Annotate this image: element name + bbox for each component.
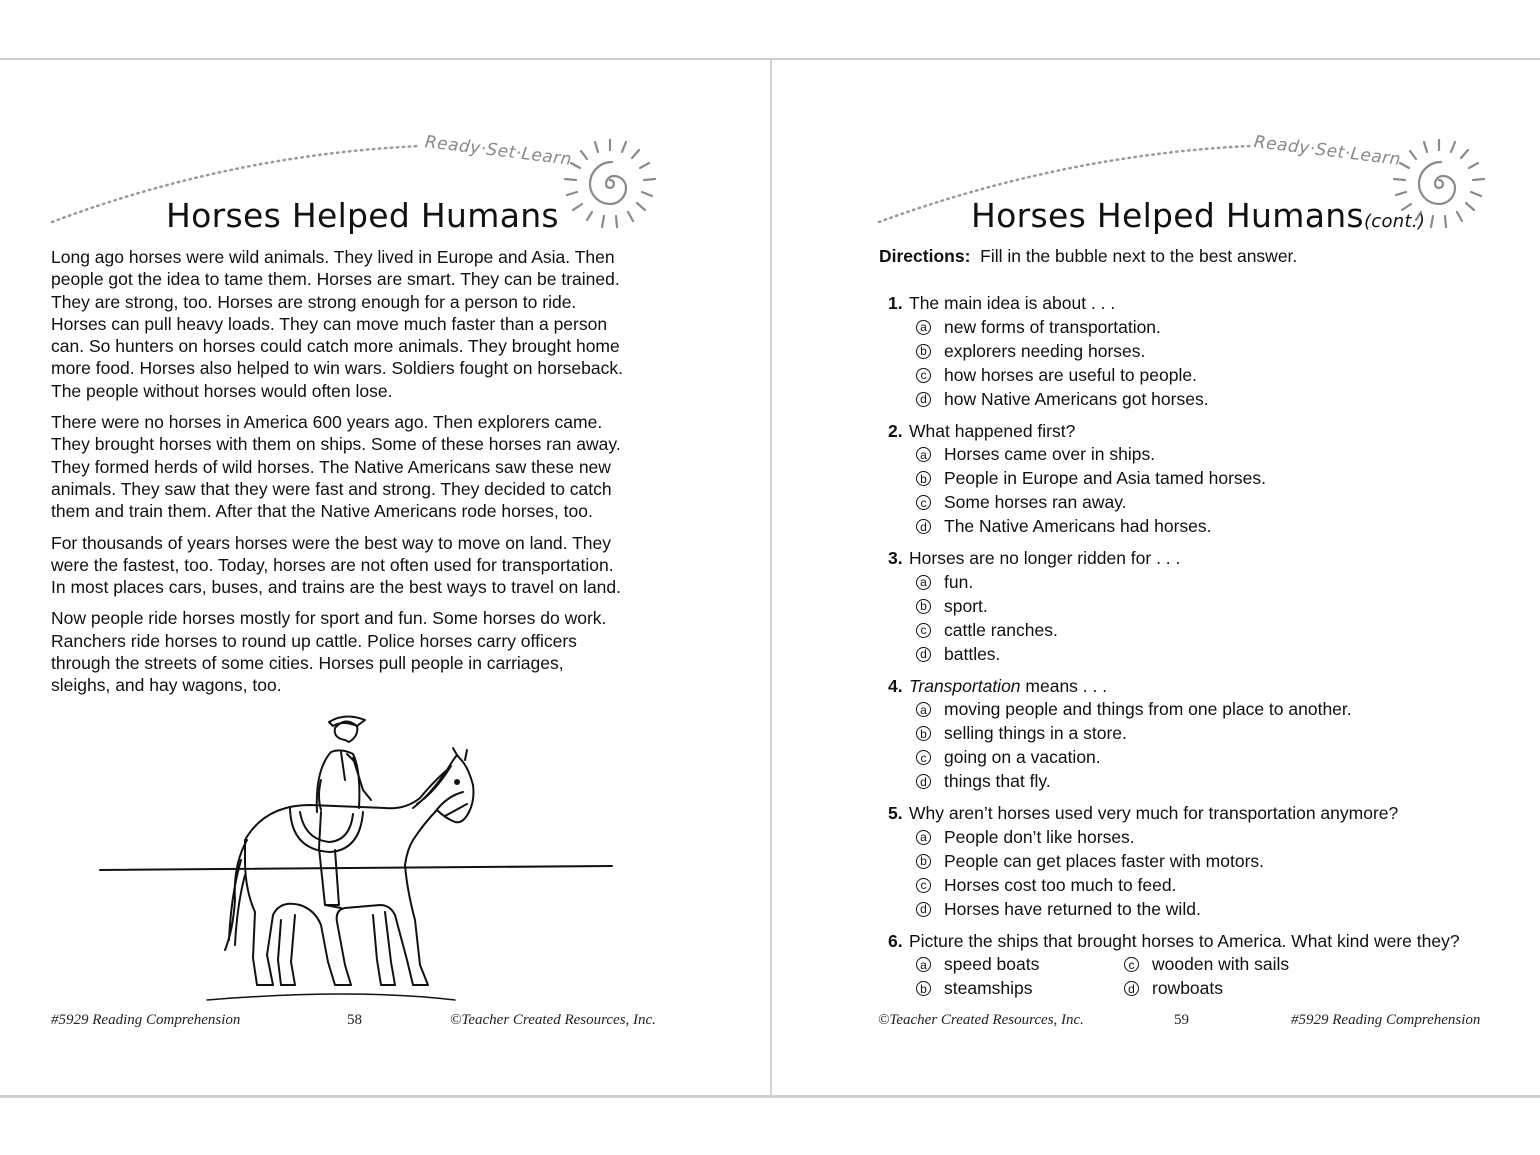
option-text: People can get places faster with motors. bbox=[944, 850, 1265, 871]
text-line: sleighs, and hay wagons, too. bbox=[51, 675, 282, 696]
answer-option[interactable] bbox=[916, 722, 1528, 746]
option-text: battles. bbox=[944, 643, 1001, 664]
option-text: things that fly. bbox=[944, 771, 1051, 791]
answer-option[interactable] bbox=[916, 873, 1528, 897]
answer-bubble[interactable]: c bbox=[916, 495, 931, 510]
footer-publisher: ©Teacher Created Resources, Inc. bbox=[450, 1012, 656, 1028]
question-list bbox=[888, 291, 1528, 1008]
question-number: 6. bbox=[888, 930, 903, 951]
answer-option[interactable] bbox=[916, 515, 1528, 539]
answer-bubble[interactable]: c bbox=[916, 623, 931, 638]
paragraph bbox=[51, 607, 671, 696]
question-2 bbox=[888, 419, 1528, 539]
answer-bubble[interactable]: a bbox=[916, 957, 931, 972]
answer-option-grid bbox=[916, 953, 1528, 1001]
directions-label: Directions: bbox=[879, 246, 971, 266]
answer-bubble[interactable]: c bbox=[1124, 957, 1139, 972]
text-line: There were no horses in America 600 years ago. Then explorers came. bbox=[51, 412, 603, 433]
answer-option[interactable] bbox=[916, 570, 1528, 594]
answer-option[interactable] bbox=[916, 618, 1528, 642]
answer-bubble[interactable]: d bbox=[916, 519, 931, 534]
answer-bubble[interactable]: d bbox=[1124, 981, 1139, 996]
answer-bubble[interactable]: d bbox=[916, 647, 931, 662]
text-line: them and train them. After that the Native Americans rode horses, too. bbox=[51, 501, 593, 522]
option-text: sport. bbox=[944, 595, 988, 616]
brand-logo-text: Ready·Set·Learn bbox=[423, 132, 573, 170]
answer-option[interactable] bbox=[916, 594, 1528, 618]
answer-bubble[interactable]: b bbox=[916, 981, 931, 996]
option-text: People in Europe and Asia tamed horses. bbox=[944, 468, 1267, 488]
text-line: Ranchers ride horses to round up cattle. Police horses carry officers bbox=[51, 630, 577, 651]
answer-bubble[interactable]: c bbox=[916, 368, 931, 383]
paragraph bbox=[51, 411, 671, 522]
answer-option[interactable] bbox=[916, 642, 1528, 666]
option-text: new forms of transportation. bbox=[944, 316, 1161, 337]
text-line: They formed herds of wild horses. The Native Americans saw these new bbox=[51, 456, 611, 477]
question-1 bbox=[888, 291, 1528, 411]
text-line: They are strong, too. Horses are strong enough for a person to ride. bbox=[51, 291, 577, 312]
text-line: animals. They saw that they were fast and strong. They decided to catch bbox=[51, 478, 612, 499]
answer-option[interactable] bbox=[916, 698, 1528, 722]
answer-bubble[interactable]: b bbox=[916, 854, 931, 869]
police-horse-illustration bbox=[95, 700, 625, 1005]
answer-bubble[interactable]: c bbox=[916, 878, 931, 893]
answer-option[interactable] bbox=[916, 897, 1528, 921]
footer-book-title: #5929 Reading Comprehension bbox=[1291, 1012, 1481, 1028]
text-line: can. So hunters on horses could catch more animals. They brought home bbox=[51, 336, 620, 357]
question-number: 1. bbox=[888, 293, 903, 313]
answer-option[interactable] bbox=[916, 491, 1528, 515]
option-text: steamships bbox=[944, 978, 1033, 998]
question-stem: means . . . bbox=[1020, 675, 1108, 696]
question-number: 2. bbox=[888, 420, 903, 441]
option-text: how horses are useful to people. bbox=[944, 364, 1197, 385]
answer-bubble[interactable]: b bbox=[916, 344, 931, 359]
option-text: Horses came over in ships. bbox=[944, 444, 1156, 464]
option-text: Some horses ran away. bbox=[944, 492, 1127, 512]
answer-option[interactable] bbox=[1124, 953, 1424, 977]
reading-passage bbox=[51, 246, 671, 706]
question-number: 5. bbox=[888, 803, 903, 823]
answer-option[interactable] bbox=[916, 467, 1528, 491]
answer-option[interactable] bbox=[916, 770, 1528, 794]
answer-option[interactable] bbox=[916, 953, 1124, 977]
answer-option[interactable] bbox=[916, 387, 1528, 411]
answer-bubble[interactable]: b bbox=[916, 599, 931, 614]
page-number: 58 bbox=[347, 1012, 362, 1028]
answer-option[interactable] bbox=[916, 746, 1528, 770]
footer-book-title: #5929 Reading Comprehension bbox=[51, 1012, 241, 1028]
text-line: They brought horses with them on ships. Some of these horses ran away. bbox=[51, 434, 621, 455]
answer-bubble[interactable]: a bbox=[916, 447, 931, 462]
answer-option[interactable] bbox=[916, 977, 1124, 1001]
footer-publisher: ©Teacher Created Resources, Inc. bbox=[878, 1012, 1084, 1028]
option-text: cattle ranches. bbox=[944, 619, 1058, 640]
option-text: Horses cost too much to feed. bbox=[944, 874, 1177, 895]
question-stem: Why aren’t horses used very much for transportation anymore? bbox=[909, 803, 1399, 823]
right-page bbox=[772, 60, 1540, 1095]
answer-option[interactable] bbox=[1124, 977, 1424, 1001]
question-number: 3. bbox=[888, 548, 903, 568]
question-6 bbox=[888, 929, 1528, 1001]
answer-bubble[interactable]: d bbox=[916, 774, 931, 789]
paragraph bbox=[51, 532, 671, 599]
directions-text: Fill in the bubble next to the best answer. bbox=[980, 246, 1298, 266]
answer-bubble[interactable]: c bbox=[916, 750, 931, 765]
text-line: were the fastest, too. Today, horses are not often used for transportation. bbox=[51, 554, 614, 575]
text-line: more food. Horses also helped to win wars. Soldiers fought on horseback. bbox=[51, 358, 623, 379]
title-continued: (cont.) bbox=[1363, 211, 1426, 232]
option-text: going on a vacation. bbox=[944, 747, 1101, 767]
directions bbox=[879, 246, 1297, 267]
question-5 bbox=[888, 801, 1528, 921]
page-number: 59 bbox=[1174, 1012, 1189, 1028]
answer-bubble[interactable]: b bbox=[916, 726, 931, 741]
option-text: rowboats bbox=[1152, 978, 1224, 998]
bottom-border bbox=[0, 1095, 1540, 1098]
question-4 bbox=[888, 674, 1528, 794]
answer-option[interactable] bbox=[916, 825, 1528, 849]
option-text: selling things in a store. bbox=[944, 723, 1127, 743]
page-title bbox=[971, 196, 1425, 235]
option-text: explorers needing horses. bbox=[944, 340, 1146, 361]
text-line: In most places cars, buses, and trains are the best ways to travel on land. bbox=[51, 577, 622, 598]
answer-bubble[interactable]: b bbox=[916, 471, 931, 486]
paragraph bbox=[51, 246, 671, 402]
title-text: Horses Helped Humans bbox=[971, 196, 1364, 235]
swirl-sun-icon bbox=[560, 134, 660, 234]
option-text: how Native Americans got horses. bbox=[944, 388, 1209, 409]
answer-option[interactable] bbox=[916, 315, 1528, 339]
text-line: The people without horses would often lose. bbox=[51, 380, 393, 401]
answer-option[interactable] bbox=[916, 363, 1528, 387]
brand-logo-text: Ready·Set·Learn bbox=[1252, 132, 1402, 170]
answer-bubble[interactable]: d bbox=[916, 392, 931, 407]
question-stem: What happened first? bbox=[909, 420, 1076, 441]
text-line: Horses can pull heavy loads. They can move much faster than a person bbox=[51, 313, 608, 334]
question-number: 4. bbox=[888, 675, 903, 696]
option-text: fun. bbox=[944, 571, 974, 592]
text-line: Now people ride horses mostly for sport and fun. Some horses do work. bbox=[51, 608, 607, 629]
question-stem-term: Transportation bbox=[909, 675, 1021, 696]
answer-bubble[interactable]: a bbox=[916, 575, 931, 590]
option-text: speed boats bbox=[944, 954, 1040, 974]
answer-option[interactable] bbox=[916, 443, 1528, 467]
answer-bubble[interactable]: d bbox=[916, 902, 931, 917]
option-text: Horses have returned to the wild. bbox=[944, 898, 1201, 919]
answer-option[interactable] bbox=[916, 849, 1528, 873]
question-stem: Picture the ships that brought horses to America. What kind were they? bbox=[909, 930, 1460, 951]
question-3 bbox=[888, 546, 1528, 666]
left-page bbox=[0, 60, 770, 1095]
answer-option[interactable] bbox=[916, 339, 1528, 363]
text-line: people got the idea to tame them. Horses are smart. They can be trained. bbox=[51, 269, 620, 290]
option-text: wooden with sails bbox=[1152, 954, 1290, 974]
answer-bubble[interactable]: a bbox=[916, 320, 931, 335]
answer-bubble[interactable]: a bbox=[916, 702, 931, 717]
question-stem: The main idea is about . . . bbox=[909, 293, 1116, 313]
option-text: moving people and things from one place to another. bbox=[944, 699, 1352, 719]
option-text: The Native Americans had horses. bbox=[944, 516, 1212, 536]
text-line: Long ago horses were wild animals. They lived in Europe and Asia. Then bbox=[51, 247, 615, 267]
question-stem: Horses are no longer ridden for . . . bbox=[909, 548, 1181, 568]
option-text: People don’t like horses. bbox=[944, 826, 1135, 847]
answer-bubble[interactable]: a bbox=[916, 830, 931, 845]
text-line: For thousands of years horses were the best way to move on land. They bbox=[51, 532, 611, 553]
text-line: through the streets of some cities. Horses pull people in carriages, bbox=[51, 653, 564, 674]
page-title: Horses Helped Humans bbox=[166, 196, 559, 235]
